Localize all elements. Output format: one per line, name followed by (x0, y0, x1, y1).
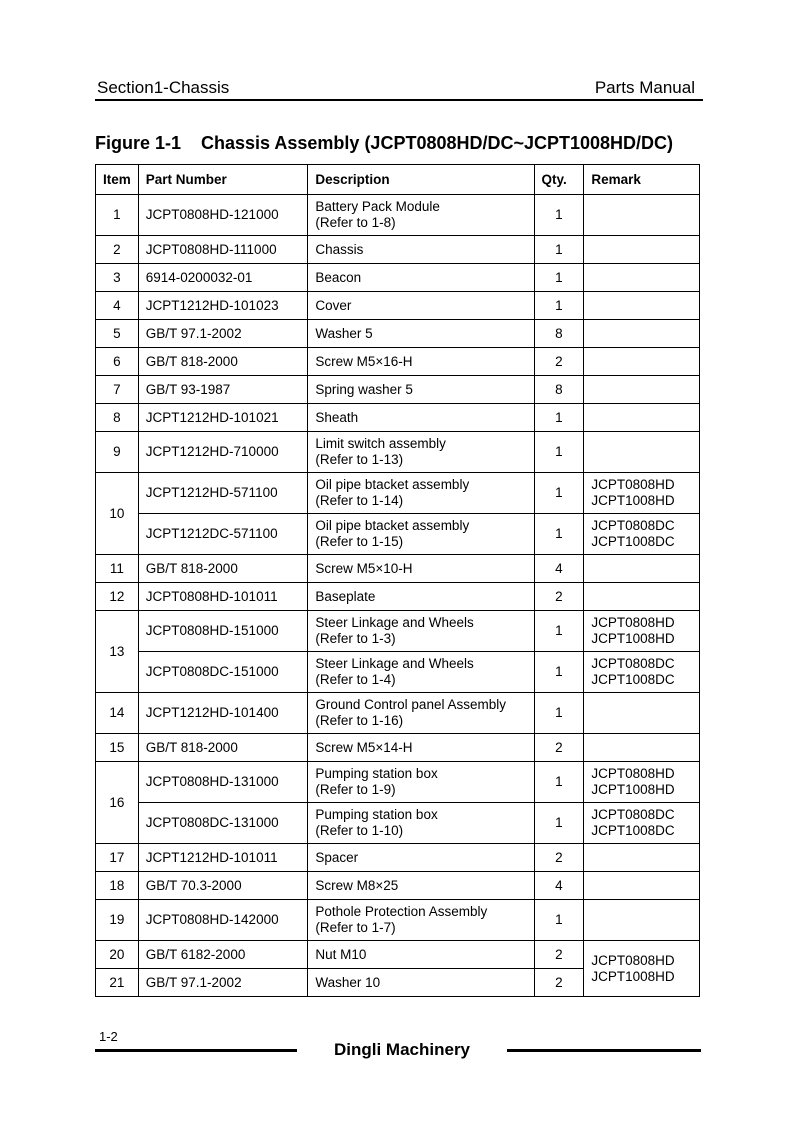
part-number-cell: JCPT0808HD-111000 (138, 236, 308, 264)
description-line: Oil pipe btacket assembly (315, 518, 470, 533)
part-number-cell: GB/T 818-2000 (138, 348, 308, 376)
description-line: Washer 10 (315, 974, 381, 990)
description-cell (308, 693, 534, 734)
remark-cell (584, 762, 700, 803)
remark-line: JCPT1008DC (591, 534, 675, 549)
part-number-cell: GB/T 70.3-2000 (138, 872, 308, 900)
qty-cell: 4 (534, 872, 584, 900)
remark-cell (584, 583, 700, 611)
item-cell: 8 (96, 404, 139, 432)
description-line: Screw M5×14-H (315, 739, 413, 755)
column-header-qty: Qty. (534, 165, 584, 195)
table-row (96, 514, 700, 555)
table-row (96, 292, 700, 320)
description-cell (308, 652, 534, 693)
description-cell (308, 236, 534, 264)
manual-title: Parts Manual (594, 78, 695, 97)
item-cell: 18 (96, 872, 139, 900)
remark-cell (584, 320, 700, 348)
description-cell (308, 734, 534, 762)
remark-line: JCPT1008HD (591, 782, 675, 797)
part-number-cell: JCPT0808HD-151000 (138, 611, 308, 652)
description-cell (308, 844, 534, 872)
part-number-cell: GB/T 818-2000 (138, 555, 308, 583)
description-cell (308, 514, 534, 555)
description-cell (308, 404, 534, 432)
table-header-row (96, 165, 700, 195)
qty-cell: 1 (534, 292, 584, 320)
table-row (96, 432, 700, 473)
description-line: (Refer to 1-9) (315, 782, 396, 797)
qty-cell: 1 (534, 803, 584, 844)
part-number-cell: JCPT1212HD-101021 (138, 404, 308, 432)
part-number-cell: JCPT0808HD-121000 (138, 195, 308, 236)
description-line: (Refer to 1-15) (315, 534, 404, 549)
part-number-cell: GB/T 818-2000 (138, 734, 308, 762)
remark-cell (584, 236, 700, 264)
item-cell: 7 (96, 376, 139, 404)
remark-line: JCPT1008DC (591, 672, 675, 687)
part-number-cell: JCPT1212HD-101023 (138, 292, 308, 320)
column-header-description: Description (308, 165, 534, 195)
description-cell (308, 900, 534, 941)
table-row (96, 348, 700, 376)
description-cell (308, 376, 534, 404)
description-line: (Refer to 1-16) (315, 713, 404, 728)
footer-rule-right (507, 1049, 701, 1052)
table-row (96, 844, 700, 872)
description-cell (308, 432, 534, 473)
description-line: Beacon (315, 269, 362, 285)
remark-cell (584, 514, 700, 555)
part-number-cell: GB/T 93-1987 (138, 376, 308, 404)
table-row (96, 611, 700, 652)
description-line: Nut M10 (315, 946, 367, 962)
parts-table (95, 164, 700, 997)
remark-line: JCPT1008HD (591, 493, 675, 508)
table-row (96, 195, 700, 236)
remark-cell (584, 803, 700, 844)
qty-cell: 1 (534, 264, 584, 292)
item-cell: 2 (96, 236, 139, 264)
remark-cell (584, 432, 700, 473)
part-number-cell: GB/T 97.1-2002 (138, 320, 308, 348)
qty-cell: 2 (534, 583, 584, 611)
description-cell (308, 941, 534, 969)
remark-cell (584, 941, 700, 997)
item-cell: 17 (96, 844, 139, 872)
table-row (96, 404, 700, 432)
description-line: Screw M5×16-H (315, 353, 413, 369)
description-line: Baseplate (315, 588, 376, 604)
description-line: Steer Linkage and Wheels (315, 656, 474, 671)
part-number-cell: JCPT1212DC-571100 (138, 514, 308, 555)
parts-table-body (96, 195, 700, 997)
remark-line: JCPT1008HD (591, 968, 675, 984)
description-line: (Refer to 1-4) (315, 672, 396, 687)
part-number-cell: JCPT1212HD-710000 (138, 432, 308, 473)
qty-cell: 2 (534, 969, 584, 997)
remark-line: JCPT0808HD (591, 477, 675, 492)
remark-line: JCPT0808DC (591, 518, 675, 533)
item-cell: 5 (96, 320, 139, 348)
remark-cell (584, 555, 700, 583)
table-row (96, 803, 700, 844)
remark-cell (584, 611, 700, 652)
remark-cell (584, 844, 700, 872)
part-number-cell: JCPT1212HD-571100 (138, 473, 308, 514)
description-cell (308, 348, 534, 376)
qty-cell: 1 (534, 473, 584, 514)
remark-cell (584, 652, 700, 693)
column-header-remark: Remark (584, 165, 700, 195)
remark-cell (584, 264, 700, 292)
qty-cell: 1 (534, 236, 584, 264)
description-line: (Refer to 1-10) (315, 823, 404, 838)
table-row (96, 900, 700, 941)
item-cell: 3 (96, 264, 139, 292)
figure-title: Figure 1-1 Chassis Assembly (JCPT0808HD/DC~JCPT1008HD/DC) (95, 133, 674, 153)
description-line: (Refer to 1-3) (315, 631, 396, 646)
item-cell: 10 (96, 473, 139, 555)
remark-cell (584, 292, 700, 320)
qty-cell: 1 (534, 693, 584, 734)
qty-cell: 2 (534, 734, 584, 762)
description-cell (308, 195, 534, 236)
item-cell: 14 (96, 693, 139, 734)
table-row (96, 941, 700, 969)
remark-cell (584, 404, 700, 432)
qty-cell: 1 (534, 195, 584, 236)
table-row (96, 734, 700, 762)
remark-cell (584, 473, 700, 514)
table-row (96, 693, 700, 734)
part-number-cell: JCPT0808HD-101011 (138, 583, 308, 611)
remark-line: JCPT0808HD (591, 952, 675, 968)
description-line: Pothole Protection Assembly (315, 904, 488, 919)
description-line: Sheath (315, 409, 359, 425)
part-number-cell: GB/T 97.1-2002 (138, 969, 308, 997)
description-line: Spring washer 5 (315, 381, 413, 397)
qty-cell: 2 (534, 941, 584, 969)
item-cell: 15 (96, 734, 139, 762)
description-cell (308, 264, 534, 292)
description-cell (308, 473, 534, 514)
description-line: (Refer to 1-8) (315, 215, 396, 230)
qty-cell: 8 (534, 320, 584, 348)
table-row (96, 555, 700, 583)
qty-cell: 2 (534, 844, 584, 872)
description-line: (Refer to 1-14) (315, 493, 404, 508)
description-line: Pumping station box (315, 807, 438, 822)
part-number-cell: JCPT0808HD-131000 (138, 762, 308, 803)
qty-cell: 1 (534, 762, 584, 803)
remark-line: JCPT0808DC (591, 656, 675, 671)
item-cell: 4 (96, 292, 139, 320)
description-cell (308, 555, 534, 583)
part-number-cell: JCPT1212HD-101400 (138, 693, 308, 734)
part-number-cell: JCPT1212HD-101011 (138, 844, 308, 872)
qty-cell: 1 (534, 404, 584, 432)
table-row (96, 264, 700, 292)
qty-cell: 4 (534, 555, 584, 583)
part-number-cell: JCPT0808DC-131000 (138, 803, 308, 844)
item-cell: 12 (96, 583, 139, 611)
table-row (96, 473, 700, 514)
description-cell (308, 583, 534, 611)
footer-rule-left (95, 1049, 297, 1052)
description-line: Chassis (315, 241, 364, 257)
qty-cell: 8 (534, 376, 584, 404)
qty-cell: 2 (534, 348, 584, 376)
description-cell (308, 969, 534, 997)
description-line: Oil pipe btacket assembly (315, 477, 470, 492)
remark-cell (584, 872, 700, 900)
remark-cell (584, 693, 700, 734)
header-rule (95, 99, 703, 101)
remark-cell (584, 900, 700, 941)
column-header-item: Item (96, 165, 139, 195)
qty-cell: 1 (534, 900, 584, 941)
part-number-cell: 6914-0200032-01 (138, 264, 308, 292)
remark-cell (584, 195, 700, 236)
remark-line: JCPT0808HD (591, 766, 675, 781)
table-row (96, 583, 700, 611)
item-cell: 11 (96, 555, 139, 583)
description-line: Battery Pack Module (315, 199, 440, 214)
description-line: (Refer to 1-7) (315, 920, 396, 935)
remark-line: JCPT1008DC (591, 823, 675, 838)
remark-line: JCPT0808DC (591, 807, 675, 822)
description-line: Limit switch assembly (315, 436, 446, 451)
description-cell (308, 803, 534, 844)
column-header-part-number: Part Number (138, 165, 308, 195)
description-cell (308, 762, 534, 803)
part-number-cell: JCPT0808DC-151000 (138, 652, 308, 693)
description-line: Screw M8×25 (315, 877, 399, 893)
item-cell: 1 (96, 195, 139, 236)
remark-cell (584, 376, 700, 404)
description-line: Pumping station box (315, 766, 438, 781)
qty-cell: 1 (534, 611, 584, 652)
description-cell (308, 611, 534, 652)
description-cell (308, 872, 534, 900)
description-cell (308, 292, 534, 320)
item-cell: 20 (96, 941, 139, 969)
table-row (96, 762, 700, 803)
table-row (96, 872, 700, 900)
qty-cell: 1 (534, 514, 584, 555)
description-line: Washer 5 (315, 325, 373, 341)
description-cell (308, 320, 534, 348)
description-line: Spacer (315, 849, 359, 865)
part-number-cell: JCPT0808HD-142000 (138, 900, 308, 941)
table-row (96, 320, 700, 348)
part-number-cell: GB/T 6182-2000 (138, 941, 308, 969)
remark-cell (584, 348, 700, 376)
remark-cell (584, 734, 700, 762)
table-row (96, 376, 700, 404)
footer-brand: Dingli Machinery (333, 1040, 471, 1059)
qty-cell: 1 (534, 432, 584, 473)
description-line: (Refer to 1-13) (315, 452, 404, 467)
page-number: 1-2 (99, 1029, 118, 1044)
item-cell: 13 (96, 611, 139, 693)
table-row (96, 652, 700, 693)
section-title: Section1-Chassis (97, 78, 230, 97)
qty-cell: 1 (534, 652, 584, 693)
description-line: Steer Linkage and Wheels (315, 615, 474, 630)
item-cell: 16 (96, 762, 139, 844)
item-cell: 19 (96, 900, 139, 941)
remark-line: JCPT1008HD (591, 631, 675, 646)
description-line: Ground Control panel Assembly (315, 697, 506, 712)
remark-line: JCPT0808HD (591, 615, 675, 630)
description-line: Cover (315, 297, 352, 313)
item-cell: 6 (96, 348, 139, 376)
item-cell: 9 (96, 432, 139, 473)
table-row (96, 236, 700, 264)
item-cell: 21 (96, 969, 139, 997)
description-line: Screw M5×10-H (315, 560, 413, 576)
